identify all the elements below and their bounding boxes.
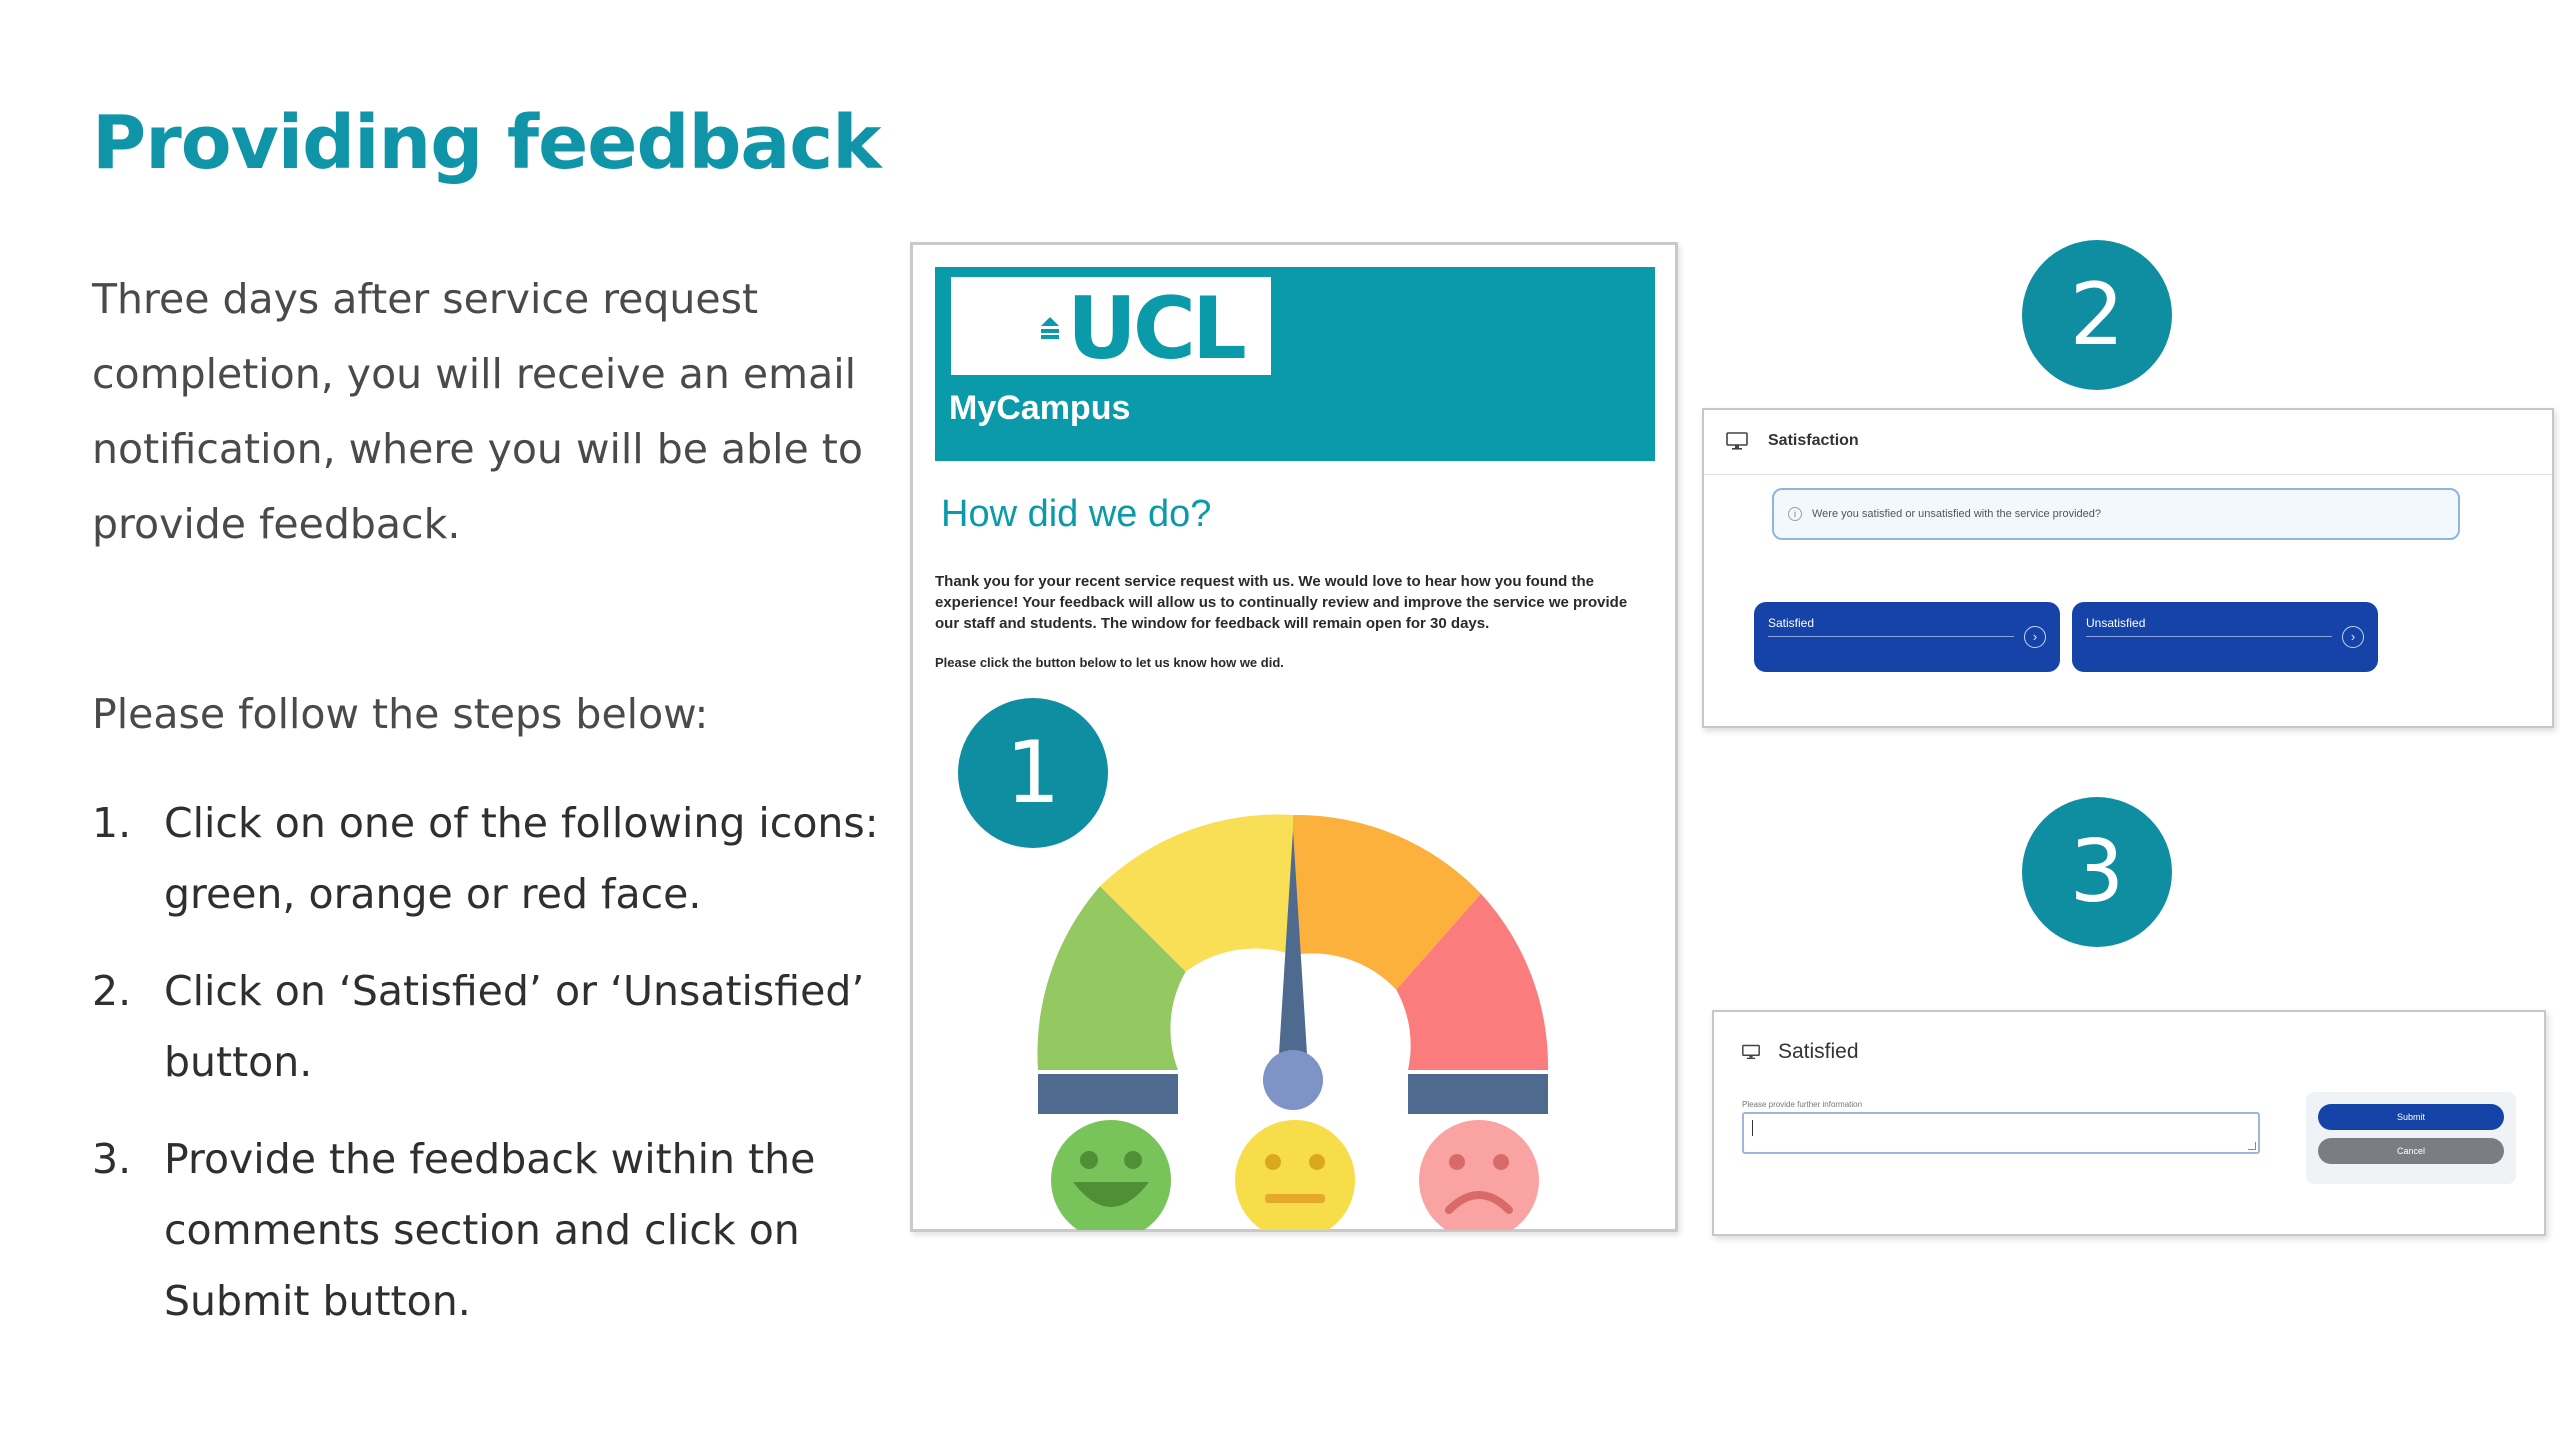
portico-icon xyxy=(1039,317,1061,341)
email-heading: How did we do? xyxy=(941,493,1212,535)
intro-text: Three days after service request completion, you will receive an email notification, where you will be able to provide feedback. xyxy=(92,275,863,548)
gauge-hub xyxy=(1263,1050,1323,1110)
gauge-base-left xyxy=(1038,1074,1178,1114)
email-header xyxy=(935,267,1655,461)
panel-header xyxy=(1726,432,1859,450)
email-body: Thank you for your recent service request with us. We would love to hear how you found the experience! Your feedback will allow us to continually review and improve the service we provide our staff and students. The window for feedback will remain open for 30 days. xyxy=(935,573,1628,632)
step-text: Click on ‘Satisfied’ or ‘Unsatisfied’ button. xyxy=(164,967,865,1086)
button-group xyxy=(2306,1092,2516,1184)
step-item xyxy=(92,788,892,930)
text-caret xyxy=(1752,1120,1753,1136)
step-marker-1: 1 xyxy=(958,698,1108,848)
email-cta: Please click the button below to let us know how we did. xyxy=(935,655,1284,670)
steps-list xyxy=(92,788,892,1363)
satisfaction-gauge[interactable] xyxy=(1023,770,1563,1230)
satisfied-label: Satisfied xyxy=(1768,616,1815,630)
divider xyxy=(1704,474,2552,475)
divider xyxy=(2086,636,2332,637)
ucl-logo xyxy=(951,277,1271,379)
step-number: 3. xyxy=(92,1135,132,1183)
gauge-base-right xyxy=(1408,1074,1548,1114)
info-icon: i xyxy=(1788,507,1802,521)
comments-panel xyxy=(1712,1010,2546,1236)
step-text: Provide the feedback within the comments section and click on Submit button. xyxy=(164,1135,816,1325)
comments-textarea[interactable] xyxy=(1742,1112,2260,1154)
step-number: 1. xyxy=(92,799,132,847)
unsatisfied-label: Unsatisfied xyxy=(2086,616,2146,630)
mycampus-brand: MyCampus xyxy=(949,389,1131,427)
question-field xyxy=(1772,488,2460,540)
ucl-logo-text: UCL xyxy=(1067,279,1243,379)
monitor-icon xyxy=(1742,1044,1760,1060)
step-number: 2. xyxy=(92,967,132,1015)
step-marker-2: 2 xyxy=(2022,240,2172,390)
step-marker-3: 3 xyxy=(2022,797,2172,947)
panel-header xyxy=(1742,1040,1859,1064)
step-item xyxy=(92,1124,892,1337)
satisfaction-panel xyxy=(1702,408,2554,728)
panel-title: Satisfaction xyxy=(1768,432,1859,449)
chevron-right-icon: › xyxy=(2024,626,2046,648)
steps-heading: Please follow the steps below: xyxy=(92,690,709,738)
resize-handle[interactable] xyxy=(2248,1142,2256,1150)
step-item xyxy=(92,956,892,1098)
step-text: Click on one of the following icons: green, orange or red face. xyxy=(164,799,879,918)
monitor-icon xyxy=(1726,432,1748,450)
divider xyxy=(1768,636,2014,637)
panel-title: Satisfied xyxy=(1778,1040,1859,1063)
red-face-icon[interactable] xyxy=(1419,1120,1539,1230)
submit-button[interactable]: Submit xyxy=(2318,1104,2504,1130)
yellow-face-icon[interactable] xyxy=(1235,1120,1355,1230)
page-title: Providing feedback xyxy=(92,100,881,186)
field-label: Please provide further information xyxy=(1742,1100,1863,1109)
unsatisfied-button[interactable] xyxy=(2072,602,2378,672)
question-text: Were you satisfied or unsatisfied with the service provided? xyxy=(1812,508,2101,520)
satisfied-button[interactable] xyxy=(1754,602,2060,672)
green-face-icon[interactable] xyxy=(1051,1120,1171,1230)
cancel-button[interactable]: Cancel xyxy=(2318,1138,2504,1164)
chevron-right-icon: › xyxy=(2342,626,2364,648)
